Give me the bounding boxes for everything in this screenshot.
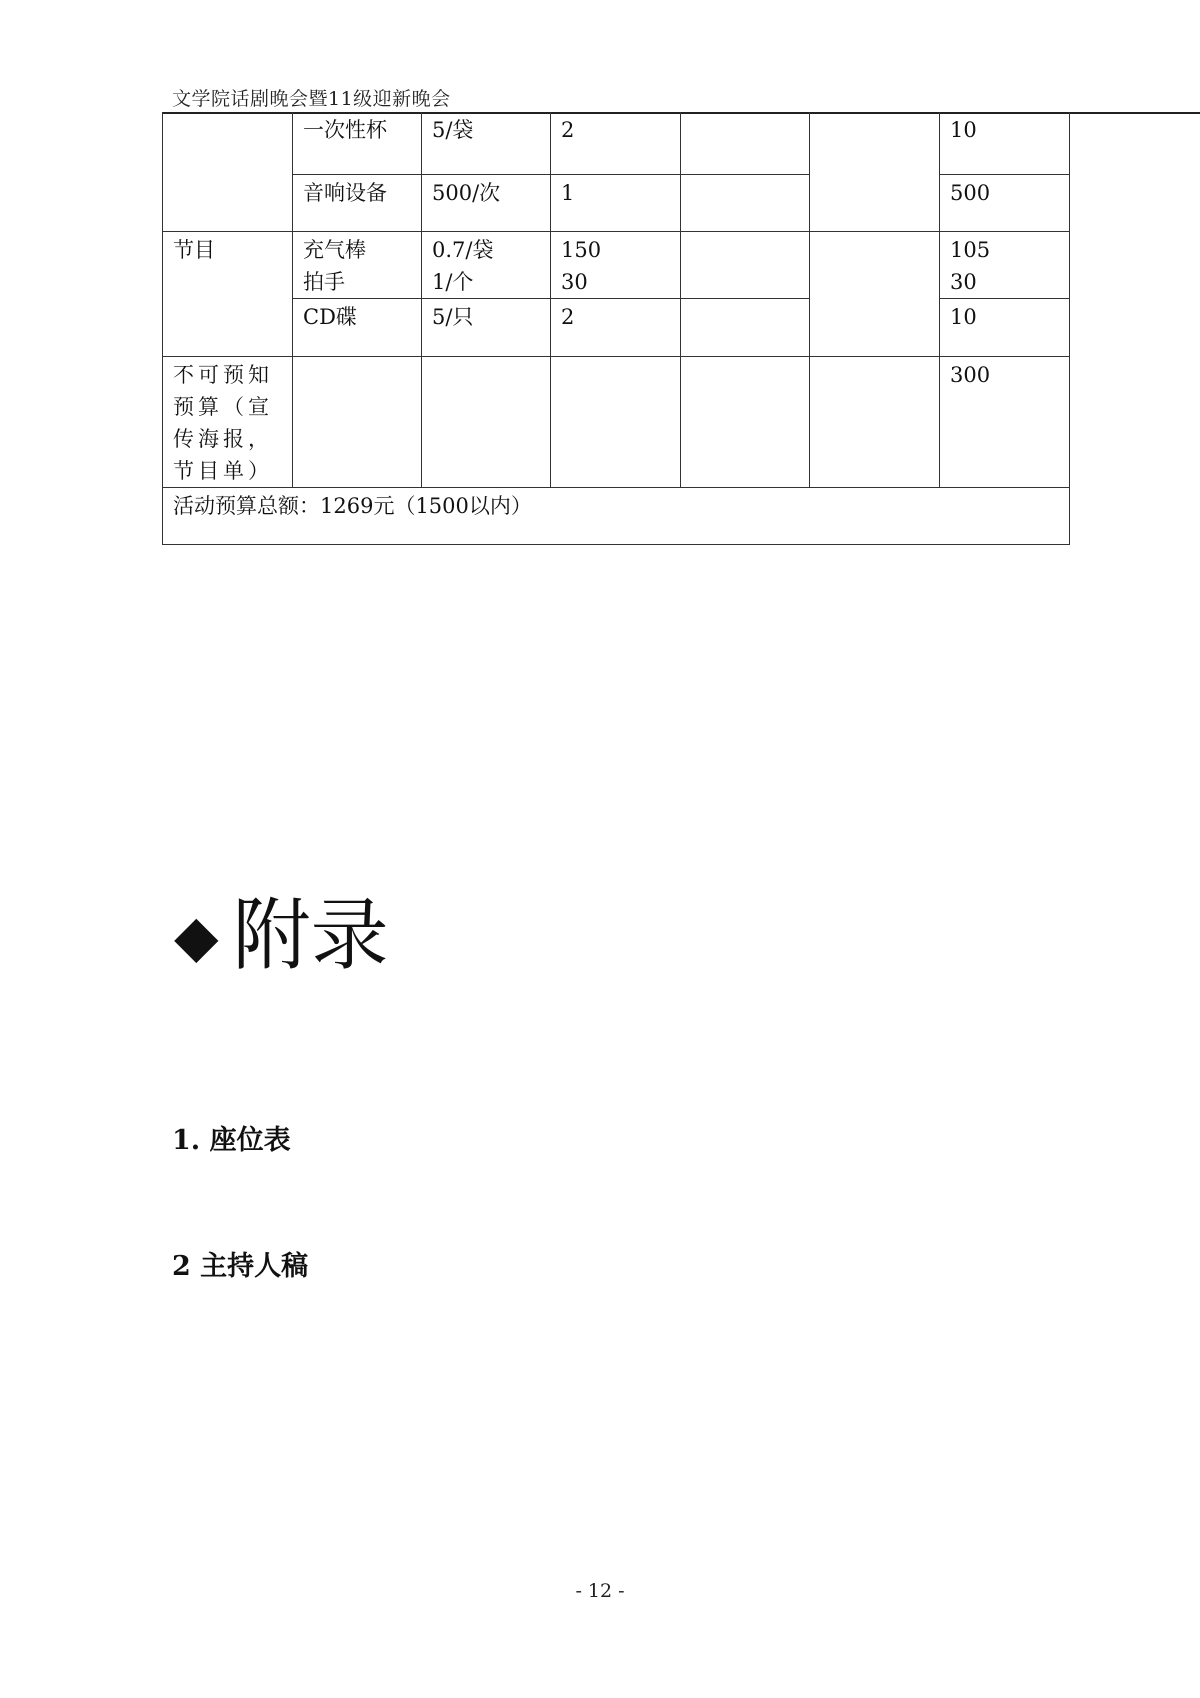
table-row [163,112,1070,174]
item-cell [293,231,422,298]
total-line: 30 [950,269,977,294]
category-cell [163,356,293,487]
total-cell: 10 [940,112,1070,174]
total-cell [940,231,1070,298]
quantity-line: 150 [561,237,602,262]
unit-price-cell [422,356,551,487]
total-line: 105 [950,237,991,262]
category-line: 传海报， [173,426,273,451]
blank-cell [810,231,940,356]
unit-price-line: 0.7/袋 [432,237,494,262]
appendix-heading [174,888,389,984]
section-host-script: 2 主持人稿 [172,1251,309,1282]
item-line: 充气棒 [303,237,366,262]
table-row [163,356,1070,487]
item-cell: 音响设备 [293,174,422,231]
table-row [163,231,1070,298]
appendix-title: 附录 [232,891,389,981]
quantity-line: 30 [561,269,588,294]
section-seating-chart: 1. 座位表 [172,1125,291,1156]
budget-total-cell: 活动预算总额：1269元（1500以内） [163,487,1070,544]
category-line: 节目单） [173,458,273,483]
total-cell: 500 [940,174,1070,231]
category-cell: 节目 [163,231,293,356]
unit-price-cell: 500/次 [422,174,551,231]
item-line: 拍手 [303,269,345,294]
total-cell: 10 [940,298,1070,356]
black-diamond-icon: ◆ [174,902,219,970]
blank-cell [681,298,810,356]
quantity-cell: 2 [551,112,681,174]
quantity-cell [551,231,681,298]
blank-cell [681,231,810,298]
blank-cell [681,112,810,174]
blank-cell [810,112,940,231]
item-cell: CD碟 [293,298,422,356]
page-number: - 12 - [575,1580,625,1602]
item-cell [293,356,422,487]
unit-price-cell: 5/只 [422,298,551,356]
quantity-cell: 2 [551,298,681,356]
unit-price-cell: 5/袋 [422,112,551,174]
blank-cell [810,356,940,487]
unit-price-cell [422,231,551,298]
unit-price-line: 1/个 [432,269,474,294]
quantity-cell [551,356,681,487]
category-line: 预算（宣 [173,394,273,419]
total-cell: 300 [940,356,1070,487]
page-header: 文学院话剧晚会暨11级迎新晚会 [172,88,451,110]
budget-table [162,112,1070,545]
item-cell: 一次性杯 [293,112,422,174]
category-cell [163,112,293,231]
category-line: 不可预知 [173,362,273,387]
blank-cell [681,356,810,487]
table-summary-row [163,487,1070,544]
blank-cell [681,174,810,231]
quantity-cell: 1 [551,174,681,231]
